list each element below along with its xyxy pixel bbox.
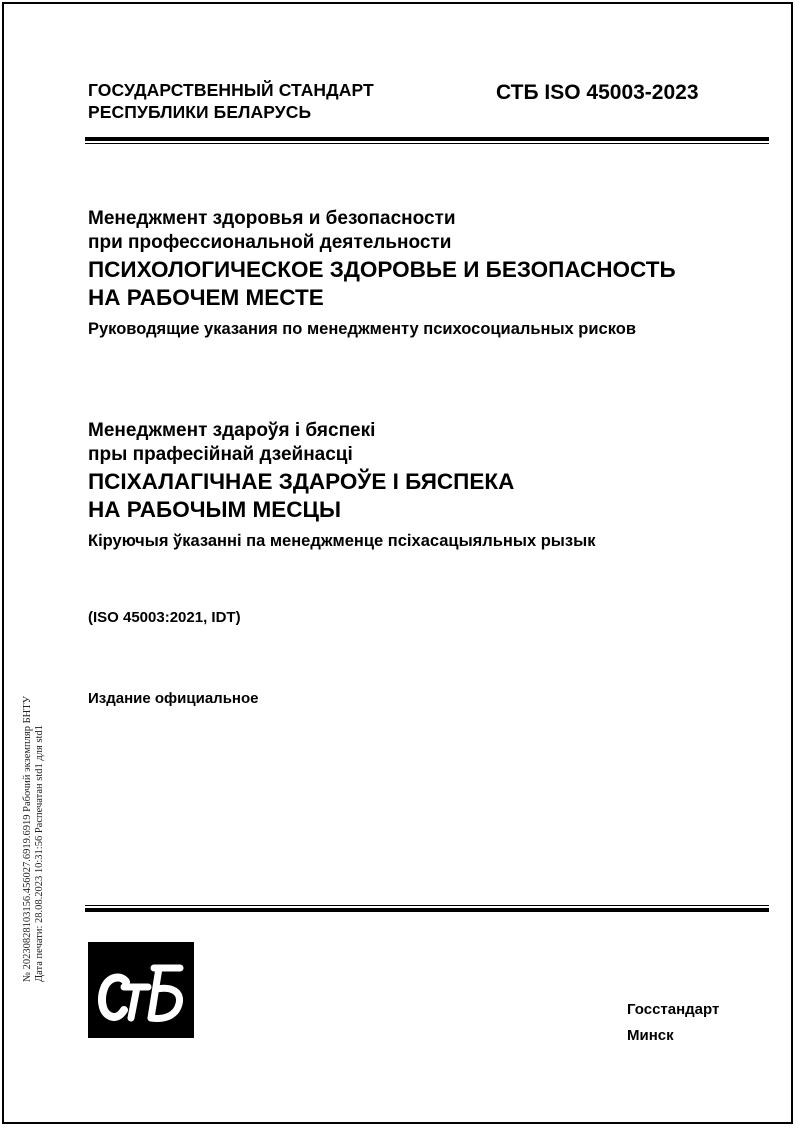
title-ru-main-1: ПСИХОЛОГИЧЕСКОЕ ЗДОРОВЬЕ И БЕЗОПАСНОСТЬ — [88, 257, 676, 282]
title-by-line-2: пры прафесійнай дзейнасці — [88, 444, 353, 465]
title-by-line-1: Менеджмент здароўя і бяспекі — [88, 420, 376, 441]
header-rule-thin — [85, 143, 769, 144]
stb-logo-icon — [88, 942, 194, 1038]
footer-rule-thin — [85, 905, 769, 906]
edition-note: Издание официальное — [88, 690, 259, 707]
footer-rule-thick — [85, 908, 769, 912]
org-line-1: ГОСУДАРСТВЕННЫЙ СТАНДАРТ — [88, 80, 374, 100]
iso-reference: (ISO 45003:2021, IDT) — [88, 609, 241, 626]
title-by-main-1: ПСІХАЛАГІЧНАЕ ЗДАРОЎЕ І БЯСПЕКА — [88, 469, 515, 494]
print-stamp — [22, 696, 46, 982]
print-stamp-line-2: Дата печати: 28.08.2023 10:31:56 Распечатан std1 для std1 — [34, 725, 45, 982]
standard-type — [88, 79, 374, 123]
title-ru-subtitle: Руководящие указания по менеджменту психосоциальных рисков — [88, 320, 636, 338]
standard-designation: СТБ ISO 45003-2023 — [496, 81, 699, 104]
publisher-block — [627, 997, 719, 1049]
title-by-main-2: НА РАБОЧЫМ МЕСЦЫ — [88, 497, 341, 522]
header-rule-thick — [85, 137, 769, 141]
title-russian — [88, 207, 778, 340]
title-ru-line-2: при профессиональной деятельности — [88, 232, 452, 253]
title-ru-main-2: НА РАБОЧЕМ МЕСТЕ — [88, 285, 324, 310]
publisher-name: Госстандарт — [627, 1001, 720, 1018]
title-belarusian — [88, 419, 778, 552]
publisher-city: Минск — [627, 1027, 674, 1044]
print-stamp-line-1: № 20230828103156.456027.6919.6919 Рабочий экземпляр БНТУ — [22, 695, 33, 982]
title-ru-line-1: Менеджмент здоровья и безопасности — [88, 208, 456, 229]
title-by-subtitle: Кіруючыя ўказанні па менеджменце псіхасацыяльных рызык — [88, 532, 596, 550]
org-line-2: РЕСПУБЛИКИ БЕЛАРУСЬ — [88, 102, 312, 122]
